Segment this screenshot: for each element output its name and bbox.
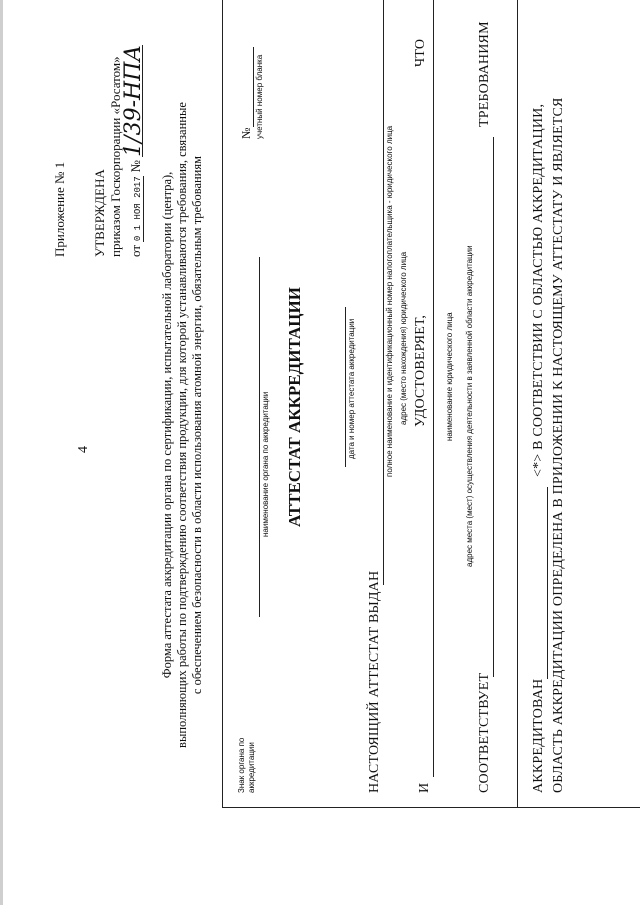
blank-number-caption: учетный номер бланка	[255, 54, 264, 139]
order-date-line	[121, 44, 146, 257]
sign-label-line-2: аккредитации	[247, 742, 256, 793]
issued-line	[383, 0, 384, 585]
blank-number-line	[253, 47, 254, 127]
number-sign: №	[239, 127, 253, 139]
certifies-label: УДОСТОВЕРЯЕТ,	[413, 314, 428, 427]
sign-label-line-1: Знак органа по	[237, 737, 246, 793]
accredited-line	[547, 487, 548, 679]
complies-line	[493, 137, 494, 677]
form-title-line-3: с обеспечением безопасности в области использования атомной энергии, обязательным требованиям	[190, 155, 204, 695]
date-number-caption: дата и номер аттестата аккредитации	[347, 318, 356, 459]
appendix-label: Приложение № 1	[52, 161, 67, 257]
issued-label: НАСТОЯЩИЙ АТТЕСТАТ ВЫДАН	[367, 570, 382, 793]
authority-caption: наименование органа по аккредитации	[261, 391, 270, 537]
authority-sign-label	[237, 738, 257, 793]
fullname-caption: полное наименование и идентификационный номер налогоплательщика - юридического лица	[385, 125, 394, 477]
requirements-label: ТРЕБОВАНИЯМ	[477, 21, 492, 127]
legal-name-caption: наименование юридического лица	[445, 312, 454, 441]
activity-address-caption: адрес места (мест) осуществления деятельности в заявленной области аккредитации	[465, 245, 474, 567]
form-title	[160, 65, 205, 785]
address-line	[433, 0, 434, 777]
form-title-line-1: Форма аттестата аккредитации органа по сертификации, испытательной лаборатории (центра),	[160, 171, 174, 679]
form-title-line-2: выполняющих работы по подтверждению соответствия продукции, для которой устанавливаются требования, связанные	[175, 102, 189, 748]
order-number: 1/39-НПА	[121, 44, 146, 157]
page-number: 4	[76, 446, 91, 453]
scope-line-2: ОБЛАСТЬ АККРЕДИТАЦИИ ОПРЕДЕЛЕНА В ПРИЛОЖЕНИИ К НАСТОЯЩЕМУ АТТЕСТАТУ И ЯВЛЯЕТСЯ	[551, 97, 566, 793]
authority-line	[259, 257, 260, 617]
date-number-line	[345, 307, 346, 467]
date-prefix: от	[128, 244, 143, 257]
address-caption: адрес (место нахождения) юридического лица	[399, 251, 408, 425]
certificate-title: АТТЕСТАТ АККРЕДИТАЦИИ	[285, 287, 304, 527]
section-divider	[517, 0, 518, 807]
order-line: приказом Госкорпорации «Росатом»	[108, 56, 123, 257]
complies-label: СООТВЕТСТВУЕТ	[477, 672, 492, 793]
and-label: И	[417, 782, 432, 793]
approved-label: УТВЕРЖДЕНА	[92, 169, 107, 257]
number-prefix: №	[128, 160, 143, 173]
that-label: ЧТО	[413, 38, 428, 67]
date-value: 0 1 НОЯ 2017	[133, 176, 143, 242]
accredited-label: АККРЕДИТОВАН	[531, 678, 546, 793]
certificate-frame	[222, 0, 640, 808]
scope-line-1: <*> В СООТВЕТСТВИИ С ОБЛАСТЬЮ АККРЕДИТАЦИИ,	[531, 103, 546, 477]
